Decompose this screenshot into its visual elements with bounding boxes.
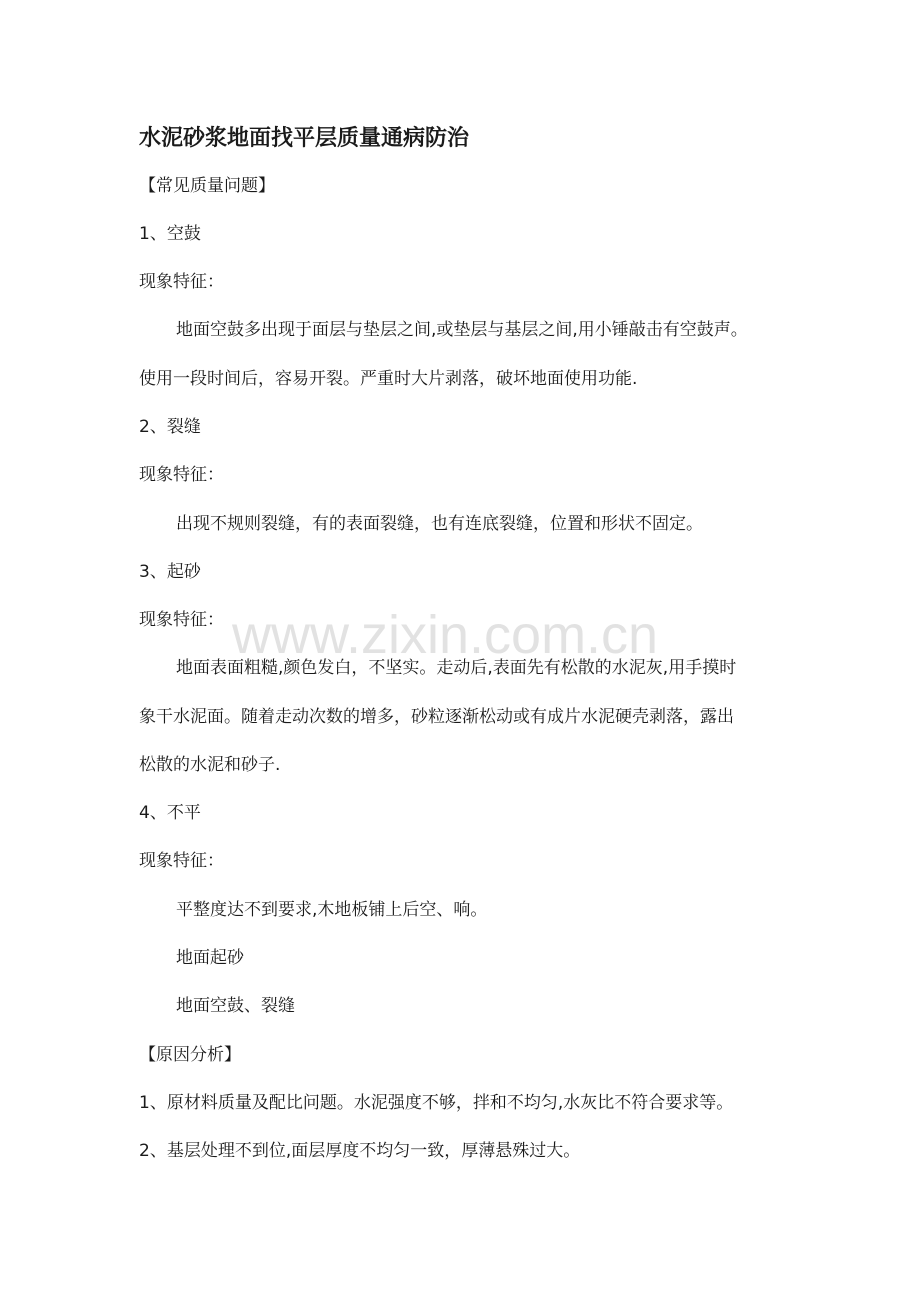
- paragraph-line: 地面空鼓多出现于面层与垫层之间,或垫层与基层之间,用小锤敲击有空鼓声。: [176, 320, 748, 340]
- document-title: 水泥砂浆地面找平层质量通病防治: [139, 126, 470, 151]
- watermark: www.zixin.com.cn: [232, 605, 659, 665]
- problem-heading-unevenness: 4、不平: [139, 803, 201, 823]
- cause-item: 2、基层处理不到位,面层厚度不均匀一致，厚薄悬殊过大。: [139, 1141, 581, 1161]
- paragraph-line: 出现不规则裂缝，有的表面裂缝，也有连底裂缝，位置和形状不固定。: [176, 514, 703, 534]
- paragraph-line: 地面起砂: [176, 948, 244, 968]
- section-heading-common-problems: 【常见质量问题】: [139, 176, 275, 196]
- paragraph-line: 地面表面粗糙,颜色发白，不坚实。走动后,表面先有松散的水泥灰,用手摸时: [176, 658, 737, 678]
- phenomenon-label: 现象特征：: [139, 610, 224, 630]
- problem-heading-sanding: 3、起砂: [139, 562, 201, 582]
- problem-heading-hollowing: 1、空鼓: [139, 224, 201, 244]
- paragraph-line: 象干水泥面。随着走动次数的增多，砂粒逐渐松动或有成片水泥硬壳剥落，露出: [139, 707, 734, 727]
- phenomenon-label: 现象特征：: [139, 851, 224, 871]
- paragraph-line: 地面空鼓、裂缝: [176, 996, 295, 1016]
- section-heading-cause-analysis: 【原因分析】: [139, 1045, 241, 1065]
- paragraph-line: 使用一段时间后，容易开裂。严重时大片剥落，破坏地面使用功能.: [139, 369, 638, 389]
- phenomenon-label: 现象特征：: [139, 465, 224, 485]
- phenomenon-label: 现象特征：: [139, 272, 224, 292]
- cause-item: 1、原材料质量及配比问题。水泥强度不够，拌和不均匀,水灰比不符合要求等。: [139, 1093, 734, 1113]
- paragraph-line: 平整度达不到要求,木地板铺上后空、响。: [176, 900, 488, 920]
- problem-heading-cracks: 2、裂缝: [139, 417, 201, 437]
- paragraph-line: 松散的水泥和砂子.: [139, 755, 281, 775]
